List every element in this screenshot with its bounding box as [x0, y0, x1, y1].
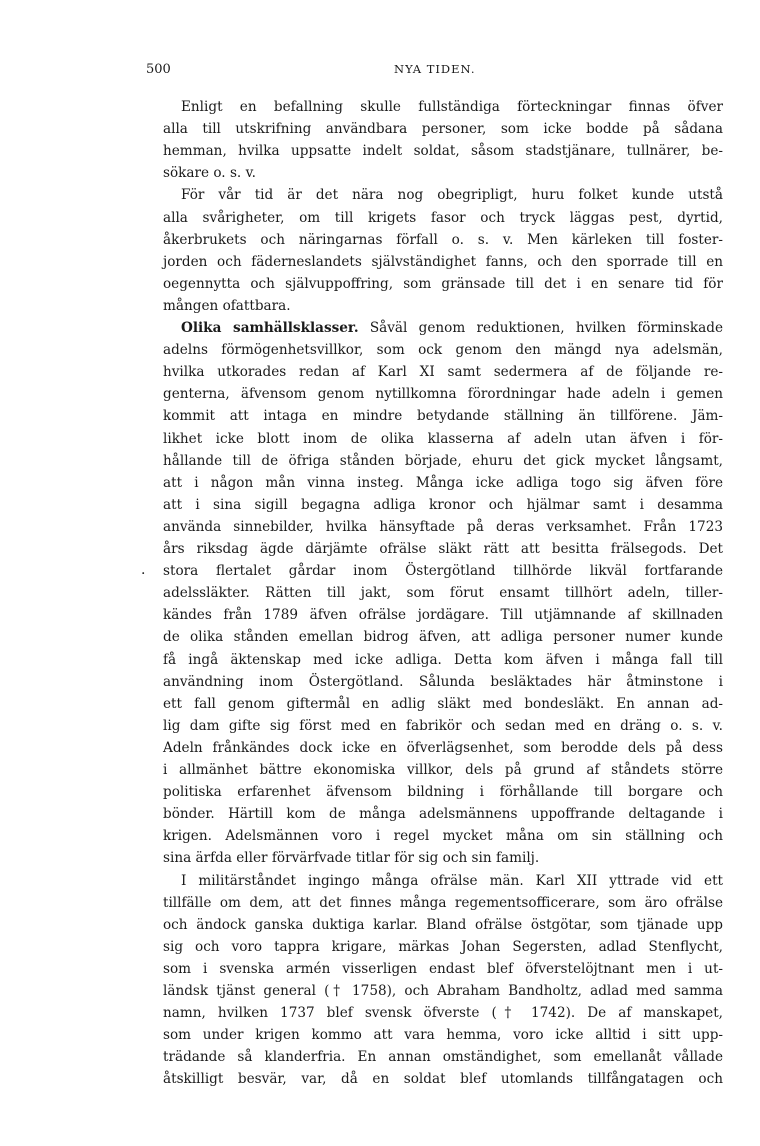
line-text: För vår tid är det nära nog obegripligt, huru folket kunde utstå [181, 187, 723, 204]
line-text: politiska erfarenhet äfvensom bildning i förhållande till borgare och [163, 784, 723, 801]
line-text: års riksdag ägde därjämte ofrälse släkt rätt att besitta frälsegods. Det [163, 541, 723, 557]
line-text: användning inom Östergötland. Sålunda besläktades här åtminstone i [163, 673, 723, 690]
line-text: stora flertalet gårdar inom Östergötland tillhörde likväl fortfarande [163, 563, 723, 580]
text-line [163, 140, 723, 162]
line-text: alla svårigheter, om till krigets fasor och tryck läggas pest, dyrtid, [163, 209, 723, 226]
line-text: trädande så klanderfria. En annan omständighet, som emellanåt vållade [163, 1049, 723, 1066]
text-line [163, 604, 723, 626]
text-line [163, 582, 723, 604]
text-line [163, 538, 723, 560]
line-text: de olika stånden emellan bidrog äfven, att adliga personer numer kunde [163, 629, 723, 646]
text-line [163, 184, 723, 206]
text-line [163, 229, 723, 251]
line-text: sina ärfda eller förvärfvade titlar för sig och sin familj. [163, 850, 540, 867]
text-line [163, 494, 723, 516]
line-text: likhet icke blott inom de olika klasserna af adeln utan äfven i för- [163, 430, 723, 447]
line-text: kändes från 1789 äfven ofrälse jordägare. Till utjämnande af skillnaden [163, 607, 723, 624]
text-line [163, 1046, 723, 1068]
text-line [163, 825, 723, 847]
text-line [163, 914, 723, 936]
line-text: sig och voro tappra krigare, märkas Johan Segersten, adlad Stenflycht, [163, 938, 723, 955]
line-text: krigen. Adelsmännen voro i regel mycket måna om sin ställning och [163, 828, 723, 845]
line-text: åtskilligt besvär, var, då en soldat blef utomlands tillfångatagen och [163, 1071, 723, 1088]
line-text: mången ofattbara. [163, 297, 291, 314]
text-line [163, 847, 723, 869]
text-line [163, 383, 723, 405]
line-text: få ingå äktenskap med icke adliga. Detta kom äfven i många fall till [163, 651, 723, 668]
text-line [163, 958, 723, 980]
text-line [163, 803, 723, 825]
line-text: i allmänhet bättre ekonomiska villkor, dels på grund af ståndets större [163, 762, 723, 778]
line-text: genterna, äfvensom genom nytillkomna förordningar hade adeln i gemen [163, 386, 723, 403]
text-line [163, 405, 723, 427]
text-line [163, 560, 723, 582]
text-line [163, 295, 723, 317]
line-text: att i sina sigill begagna adliga kronor och hjälmar samt i desamma [163, 496, 723, 513]
text-column [163, 96, 723, 1126]
line-text: som i svenska armén visserligen endast blef öfverstelöjtnant men i ut- [163, 960, 723, 977]
section-heading: Olika samhällsklasser. [181, 320, 359, 336]
line-text: jorden och fäderneslandets självständighet fanns, och den sporrade till en [163, 253, 723, 270]
text-line [163, 1024, 723, 1046]
line-text: som under krigen kommo att vara hemma, voro icke alltid i sitt upp- [163, 1027, 723, 1044]
text-line [163, 715, 723, 737]
line-text: tillfälle om dem, att det finnes många regementsofficerare, som äro ofrälse [163, 894, 723, 911]
text-line [163, 892, 723, 914]
text-line [163, 162, 723, 184]
text-line [163, 693, 723, 715]
line-text: ländsk tjänst general († 1758), och Abraham Bandholtz, adlad med samma [163, 983, 723, 999]
line-text: ett fall genom giftermål en adlig släkt med bondesläkt. En annan ad- [163, 695, 723, 712]
line-text: bönder. Härtill kom de många adelsmännens uppoffrande deltagande i [163, 806, 723, 823]
line-text: att i någon mån vinna insteg. Många icke adliga togo sig äfven före [163, 474, 723, 491]
line-text: åkerbrukets och näringarnas förfall o. s. v. Men kärleken till foster- [163, 231, 723, 248]
line-text: oegennytta och självuppoffring, som gränsade till det i en senare tid för [163, 275, 723, 292]
running-title: NYA TIDEN. [394, 62, 476, 76]
line-text: Enligt en befallning skulle fullständiga förteckningar finnas öfver [181, 99, 723, 115]
text-line [163, 759, 723, 781]
line-text: använda sinnebilder, hvilka hänsyftade på deras verksamhet. Från 1723 [163, 518, 723, 535]
text-line [163, 207, 723, 229]
text-line [163, 339, 723, 361]
text-line [163, 870, 723, 892]
line-text: lig dam gifte sig först med en fabrikör och sedan med en dräng o. s. v. [163, 717, 723, 734]
line-text: adelssläkter. Rätten till jakt, som förut ensamt tillhört adeln, tiller- [163, 585, 723, 602]
line-text: Såväl genom reduktionen, hvilken förminskade [358, 320, 724, 336]
line-text: hållande till de öfriga stånden började, ehuru det gick mycket långsamt, [163, 452, 723, 469]
text-line [163, 361, 723, 383]
text-line [163, 737, 723, 759]
text-line [163, 1002, 723, 1024]
text-line [163, 649, 723, 671]
line-text: Adeln frånkändes dock icke en öfverlägsenhet, som berodde dels på dess [163, 739, 723, 756]
page-header [146, 62, 666, 82]
text-line [163, 936, 723, 958]
text-line [163, 781, 723, 803]
line-text: alla till utskrifning användbara personer, som icke bodde på sådana [163, 121, 723, 138]
text-line [163, 516, 723, 538]
text-line [163, 1068, 723, 1090]
line-text: och ändock ganska duktiga karlar. Bland ofrälse östgötar, som tjänade upp [163, 916, 723, 933]
text-line [163, 980, 723, 1002]
text-line [163, 450, 723, 472]
line-text: hemman, hvilka uppsatte indelt soldat, såsom stadstjänare, tullnärer, be- [163, 143, 723, 160]
line-text: namn, hvilken 1737 blef svensk öfverste († 1742). De af manskapet, [163, 1005, 723, 1022]
text-line [163, 273, 723, 295]
text-line [163, 428, 723, 450]
text-line [163, 96, 723, 118]
line-text: adelns förmögenhetsvillkor, som ock genom den mängd nya adelsmän, [163, 342, 723, 359]
line-text: sökare o. s. v. [163, 165, 256, 182]
line-text: hvilka utkorades redan af Karl XI samt sedermera af de följande re- [163, 364, 723, 381]
page-number: 500 [146, 62, 171, 77]
text-line [163, 317, 723, 339]
text-line [163, 626, 723, 648]
text-line [163, 472, 723, 494]
text-line [163, 251, 723, 273]
text-line [163, 671, 723, 693]
line-text: I militärståndet ingingo många ofrälse män. Karl XII yttrade vid ett [181, 872, 723, 889]
text-line [163, 118, 723, 140]
margin-mark: · [141, 566, 146, 582]
line-text: kommit att intaga en mindre betydande ställning än tillförene. Jäm- [163, 408, 723, 425]
